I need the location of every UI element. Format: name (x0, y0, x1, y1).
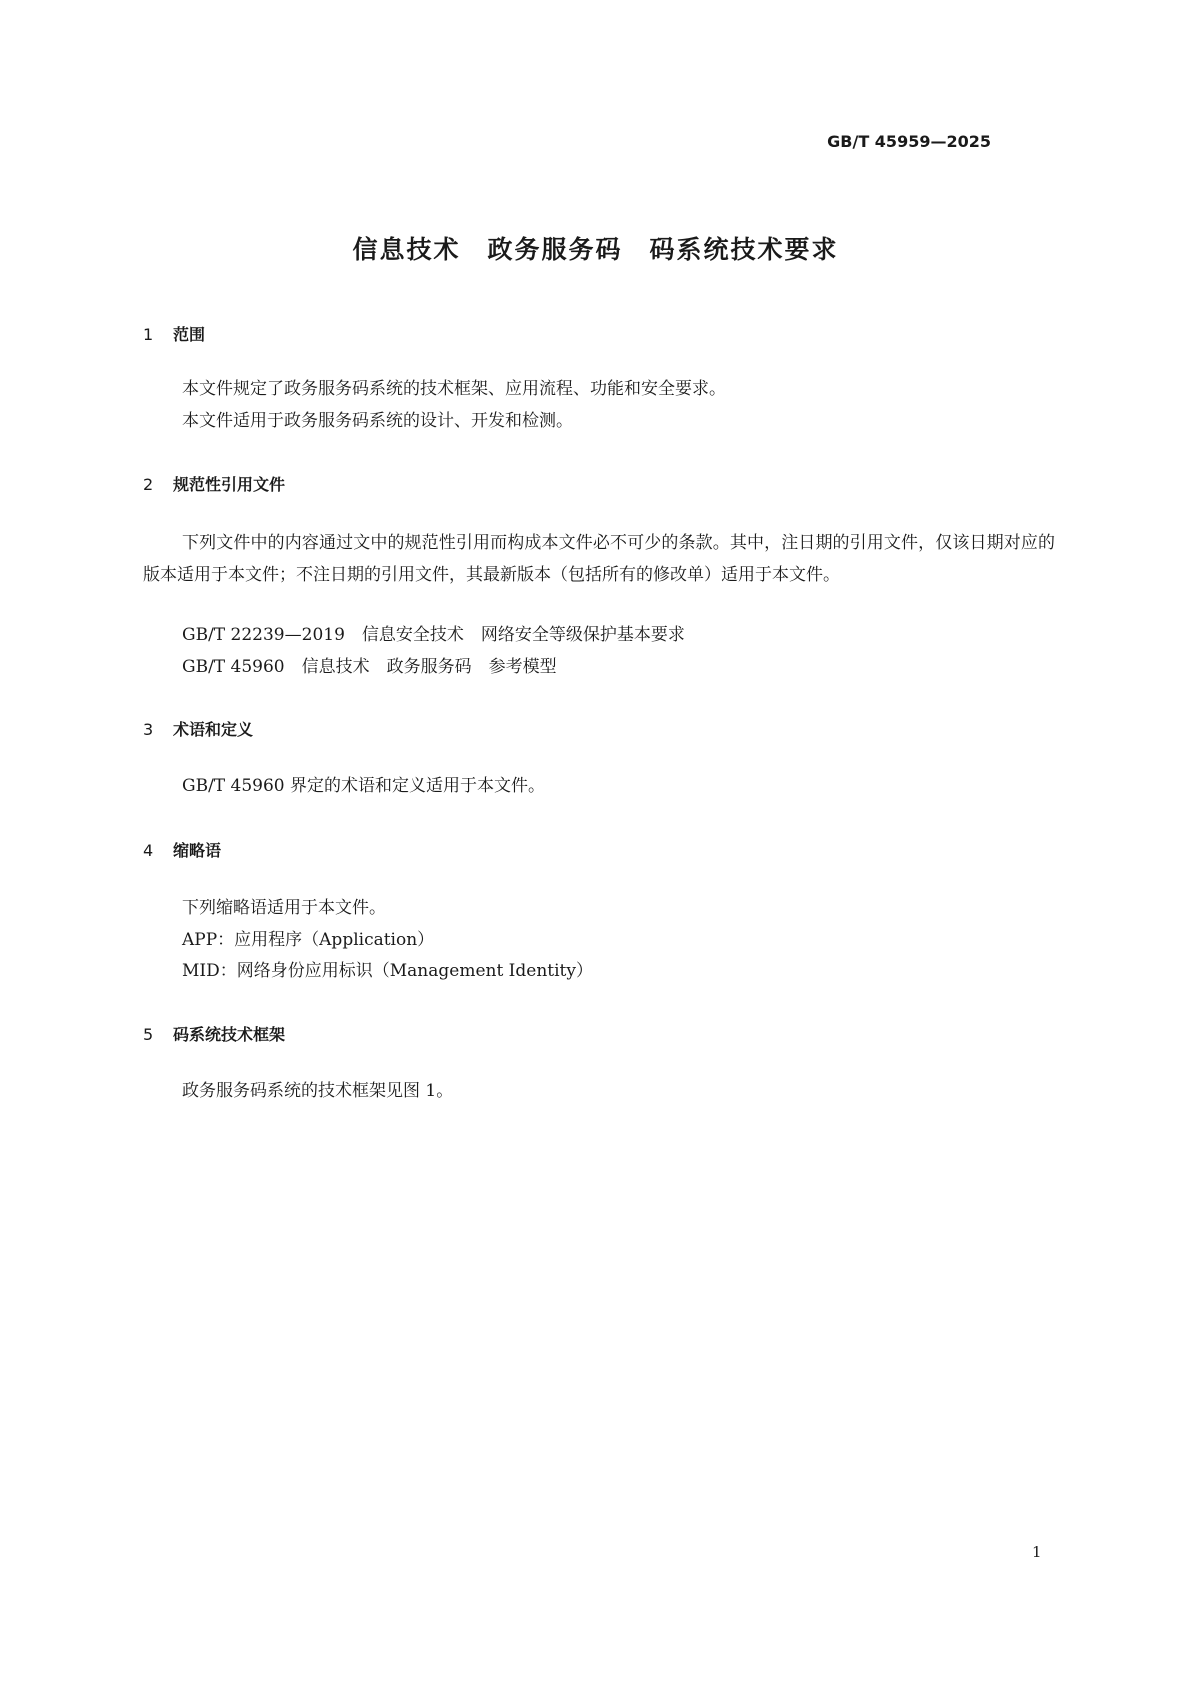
section-number: 5 (143, 1025, 154, 1044)
abbreviation-line: MID：网络身份应用标识（Management Identity） (182, 961, 593, 981)
standard-number: GB/T 45959—2025 (827, 132, 991, 151)
page-number: 1 (1032, 1543, 1042, 1561)
section-heading-scope (143, 322, 205, 345)
section-number: 3 (143, 720, 154, 739)
section-number: 1 (143, 325, 154, 344)
section-heading-abbreviations (143, 838, 221, 861)
text-line: 下列缩略语适用于本文件。 (182, 898, 386, 918)
reference-line: GB/T 22239—2019 信息安全技术 网络安全等级保护基本要求 (182, 625, 685, 645)
text-line: GB/T 45960 界定的术语和定义适用于本文件。 (182, 776, 546, 796)
section-title: 规范性引用文件 (173, 475, 286, 494)
reference-line: GB/T 45960 信息技术 政务服务码 参考模型 (182, 657, 557, 677)
section-number: 4 (143, 841, 154, 860)
document-title: 信息技术 政务服务码 码系统技术要求 (352, 235, 839, 264)
section-title: 码系统技术框架 (173, 1025, 286, 1044)
section-number: 2 (143, 475, 154, 494)
abbreviation-line: APP：应用程序（Application） (182, 930, 435, 950)
section-title: 范围 (173, 325, 206, 344)
text-line: 政务服务码系统的技术框架见图 1。 (182, 1081, 454, 1101)
section-heading-normative-references (143, 472, 285, 495)
section-title: 术语和定义 (173, 720, 254, 739)
text-line: 本文件规定了政务服务码系统的技术框架、应用流程、功能和安全要求。 (182, 379, 726, 399)
section-heading-terms (143, 717, 253, 740)
section-heading-framework (143, 1022, 285, 1045)
text-line: 本文件适用于政务服务码系统的设计、开发和检测。 (182, 411, 573, 431)
references-paragraph: 下列文件中的内容通过文中的规范性引用而构成本文件必不可少的条款。其中，注日期的引用文件，仅该日期对应的版本适用于本文件；不注日期的引用文件，其最新版本（包括所有的修改单）适用于本文件。 (143, 533, 1055, 585)
section-title: 缩略语 (173, 841, 222, 860)
